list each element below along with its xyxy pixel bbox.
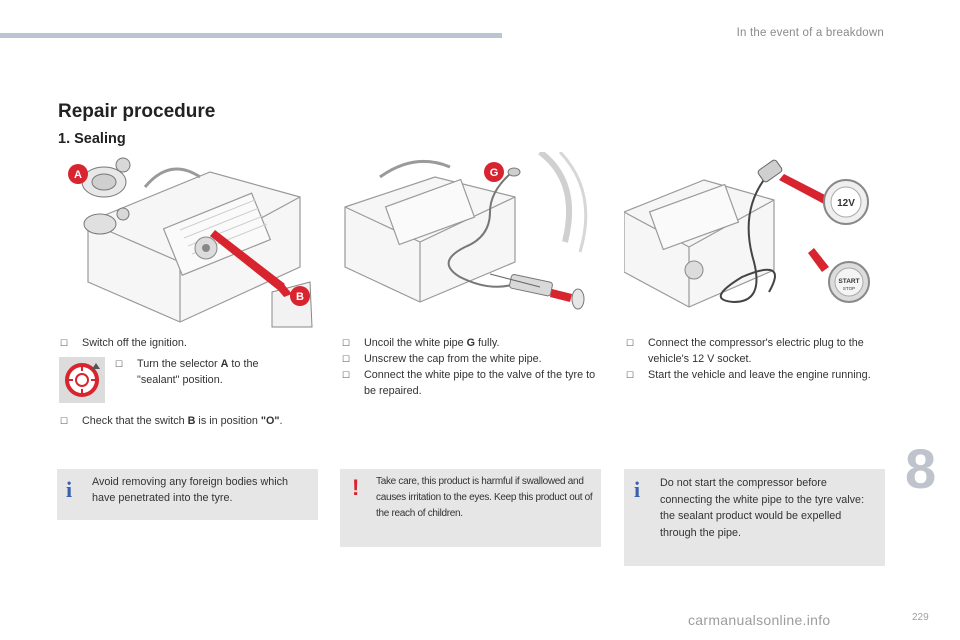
col3-step-1: ☐ Connect the compressor's electric plug to the vehicle's 12 V socket. <box>626 337 864 365</box>
header-title: In the event of a breakdown <box>736 27 884 39</box>
bullet-icon: ☐ <box>342 370 351 380</box>
label-b: B <box>296 291 304 303</box>
bullet-icon: ☐ <box>60 338 69 348</box>
section-title: Repair procedure <box>58 101 216 122</box>
chapter-number: 8 <box>905 437 937 500</box>
label-a: A <box>74 169 82 181</box>
bullet-icon: ☐ <box>60 416 69 426</box>
col2-step-3: ☐ Connect the white pipe to the valve of the tyre to be repaired. <box>342 369 596 397</box>
col1-step-1: ☐ Switch off the ignition. <box>60 336 310 352</box>
bullet-icon: ☐ <box>342 338 351 348</box>
bullet-icon: ☐ <box>115 359 124 369</box>
selector-wheel-icon <box>59 357 105 403</box>
warning-note-text: Take care, this product is harmful if swallowed and causes irritation to the eyes. Keep this product out of the reach of children. <box>376 476 593 519</box>
warning-icon: ! <box>352 475 360 500</box>
page-number: 229 <box>912 612 929 623</box>
info-note-1 <box>57 469 318 520</box>
bullet-icon: ☐ <box>626 370 635 380</box>
info-icon: i <box>66 477 73 502</box>
info-note-1-text: Avoid removing any foreign bodies which have penetrated into the tyre. <box>92 476 289 504</box>
socket-illustration <box>624 152 886 322</box>
bullet-icon: ☐ <box>626 338 635 348</box>
stop-label: STOP <box>842 286 856 291</box>
col1-step-3: ☐ Check that the switch B is in position "O". <box>60 414 318 430</box>
pipe-illustration <box>340 152 602 317</box>
info-note-2 <box>624 469 885 566</box>
label-g: G <box>489 167 499 179</box>
col3-step-2: ☐ Start the vehicle and leave the engine running. <box>626 368 888 384</box>
start-label: START <box>838 278 860 285</box>
col2-step-2: ☐ Unscrew the cap from the white pipe. <box>342 352 600 368</box>
warning-note <box>340 469 601 547</box>
col2-step-1: ☐ Uncoil the white pipe G fully. <box>342 336 600 352</box>
info-note-2-text: Do not start the compressor before connecting the white pipe to the tyre valve: the sealant product would be expelled through the pipe. <box>660 477 865 539</box>
watermark: carmanualsonline.info <box>688 612 831 628</box>
header-rule <box>0 33 502 38</box>
col1-step-2: ☐ Turn the selector A to the "sealant" position. <box>115 358 259 386</box>
subsection-title: 1. Sealing <box>58 131 126 147</box>
compressor-illustration <box>60 152 320 332</box>
bullet-icon: ☐ <box>342 354 351 364</box>
socket-label: 12V <box>837 198 855 209</box>
info-icon: i <box>634 477 641 502</box>
